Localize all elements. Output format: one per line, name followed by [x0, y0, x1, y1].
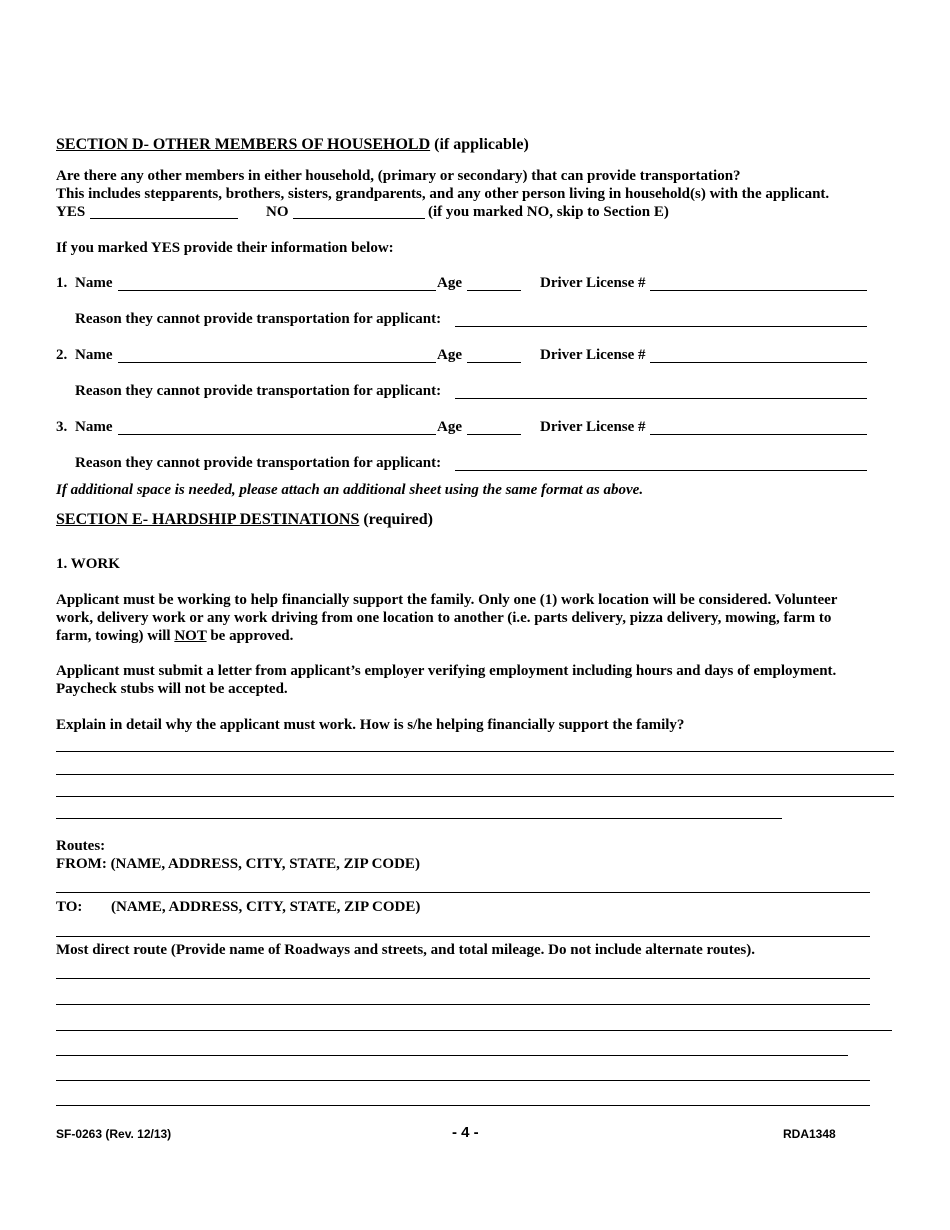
route-line-6[interactable]: [56, 1105, 870, 1106]
explain-line-4[interactable]: [56, 818, 782, 819]
member-1-name-field[interactable]: [118, 290, 436, 291]
member-3-dl-label: Driver License #: [540, 419, 646, 435]
member-1-reason-field[interactable]: [455, 326, 867, 327]
additional-space-note: If additional space is needed, please attach an additional sheet using the same format as above.: [56, 482, 644, 498]
section-e-heading: [56, 511, 433, 529]
member-3-age-field[interactable]: [467, 434, 521, 435]
work-heading: 1. WORK: [56, 556, 120, 572]
routes-label: Routes:: [56, 838, 106, 854]
explain-line-1[interactable]: [56, 751, 894, 752]
section-d-title: SECTION D- OTHER MEMBERS OF HOUSEHOLD: [56, 136, 431, 153]
member-3-number: 3.: [56, 419, 68, 435]
work-para-2-line-1: Applicant must submit a letter from applicant’s employer verifying employment including hours and days of employment.: [56, 663, 837, 679]
explain-line-3[interactable]: [56, 796, 894, 797]
work-para-1-line-3: [56, 627, 293, 645]
no-field[interactable]: [293, 218, 425, 219]
para-1-line-3-end: be approved.: [210, 628, 294, 644]
route-line-5[interactable]: [56, 1080, 870, 1081]
skip-note: (if you marked NO, skip to Section E): [428, 204, 669, 220]
page-number: - 4 -: [452, 1124, 479, 1141]
section-e-title: SECTION E- HARDSHIP DESTINATIONS: [56, 511, 360, 528]
if-yes-instruction: If you marked YES provide their information below:: [56, 240, 394, 256]
member-3-name-label: Name: [75, 419, 113, 435]
not-emphasis: NOT: [174, 628, 207, 644]
route-line-3[interactable]: [56, 1030, 892, 1031]
member-2-dl-field[interactable]: [650, 362, 867, 363]
member-1-reason-label: Reason they cannot provide transportation for applicant:: [75, 311, 442, 327]
member-3-dl-field[interactable]: [650, 434, 867, 435]
member-2-reason-label: Reason they cannot provide transportation for applicant:: [75, 383, 442, 399]
member-3-reason-field[interactable]: [455, 470, 867, 471]
to-field[interactable]: [56, 936, 870, 937]
section-d-question: Are there any other members in either household, (primary or secondary) that can provide transportation?: [56, 168, 741, 184]
member-1-dl-label: Driver License #: [540, 275, 646, 291]
member-2-dl-label: Driver License #: [540, 347, 646, 363]
member-1-number: 1.: [56, 275, 68, 291]
member-2-number: 2.: [56, 347, 68, 363]
no-label: NO: [266, 204, 289, 220]
member-3-name-field[interactable]: [118, 434, 436, 435]
route-line-2[interactable]: [56, 1004, 870, 1005]
from-label: FROM: (NAME, ADDRESS, CITY, STATE, ZIP CODE): [56, 856, 420, 872]
section-d-heading: [56, 136, 529, 154]
member-3-reason-label: Reason they cannot provide transportation for applicant:: [75, 455, 442, 471]
form-code: RDA1348: [783, 1127, 836, 1141]
para-1-line-3-start: farm, towing) will: [56, 628, 171, 644]
section-d-suffix: (if applicable): [434, 136, 529, 153]
section-d-includes: This includes stepparents, brothers, sisters, grandparents, and any other person living in household(s) with the applicant.: [56, 186, 830, 202]
member-2-age-label: Age: [437, 347, 462, 363]
member-2-age-field[interactable]: [467, 362, 521, 363]
yes-field[interactable]: [90, 218, 238, 219]
member-1-age-field[interactable]: [467, 290, 521, 291]
form-id: SF-0263 (Rev. 12/13): [56, 1127, 172, 1141]
explain-line-2[interactable]: [56, 774, 894, 775]
member-1-dl-field[interactable]: [650, 290, 867, 291]
to-label: TO:: [56, 899, 83, 915]
member-1-name-label: Name: [75, 275, 113, 291]
member-1-age-label: Age: [437, 275, 462, 291]
route-line-1[interactable]: [56, 978, 870, 979]
from-field[interactable]: [56, 892, 870, 893]
direct-route-prompt: Most direct route (Provide name of Roadways and streets, and total mileage. Do not include alternate routes).: [56, 942, 755, 958]
member-2-name-label: Name: [75, 347, 113, 363]
yes-label: YES: [56, 204, 86, 220]
member-3-age-label: Age: [437, 419, 462, 435]
work-para-1-line-2: work, delivery work or any work driving from one location to another (i.e. parts delivery, pizza delivery, mowing, farm to: [56, 610, 832, 626]
route-line-4[interactable]: [56, 1055, 848, 1056]
work-para-1-line-1: Applicant must be working to help financially support the family. Only one (1) work location will be considered. Volunteer: [56, 592, 838, 608]
work-para-2-line-2: Paycheck stubs will not be accepted.: [56, 681, 288, 697]
explain-prompt: Explain in detail why the applicant must work. How is s/he helping financially support the family?: [56, 717, 685, 733]
member-2-reason-field[interactable]: [455, 398, 867, 399]
to-detail: (NAME, ADDRESS, CITY, STATE, ZIP CODE): [111, 899, 421, 915]
member-2-name-field[interactable]: [118, 362, 436, 363]
section-e-suffix: (required): [363, 511, 433, 528]
